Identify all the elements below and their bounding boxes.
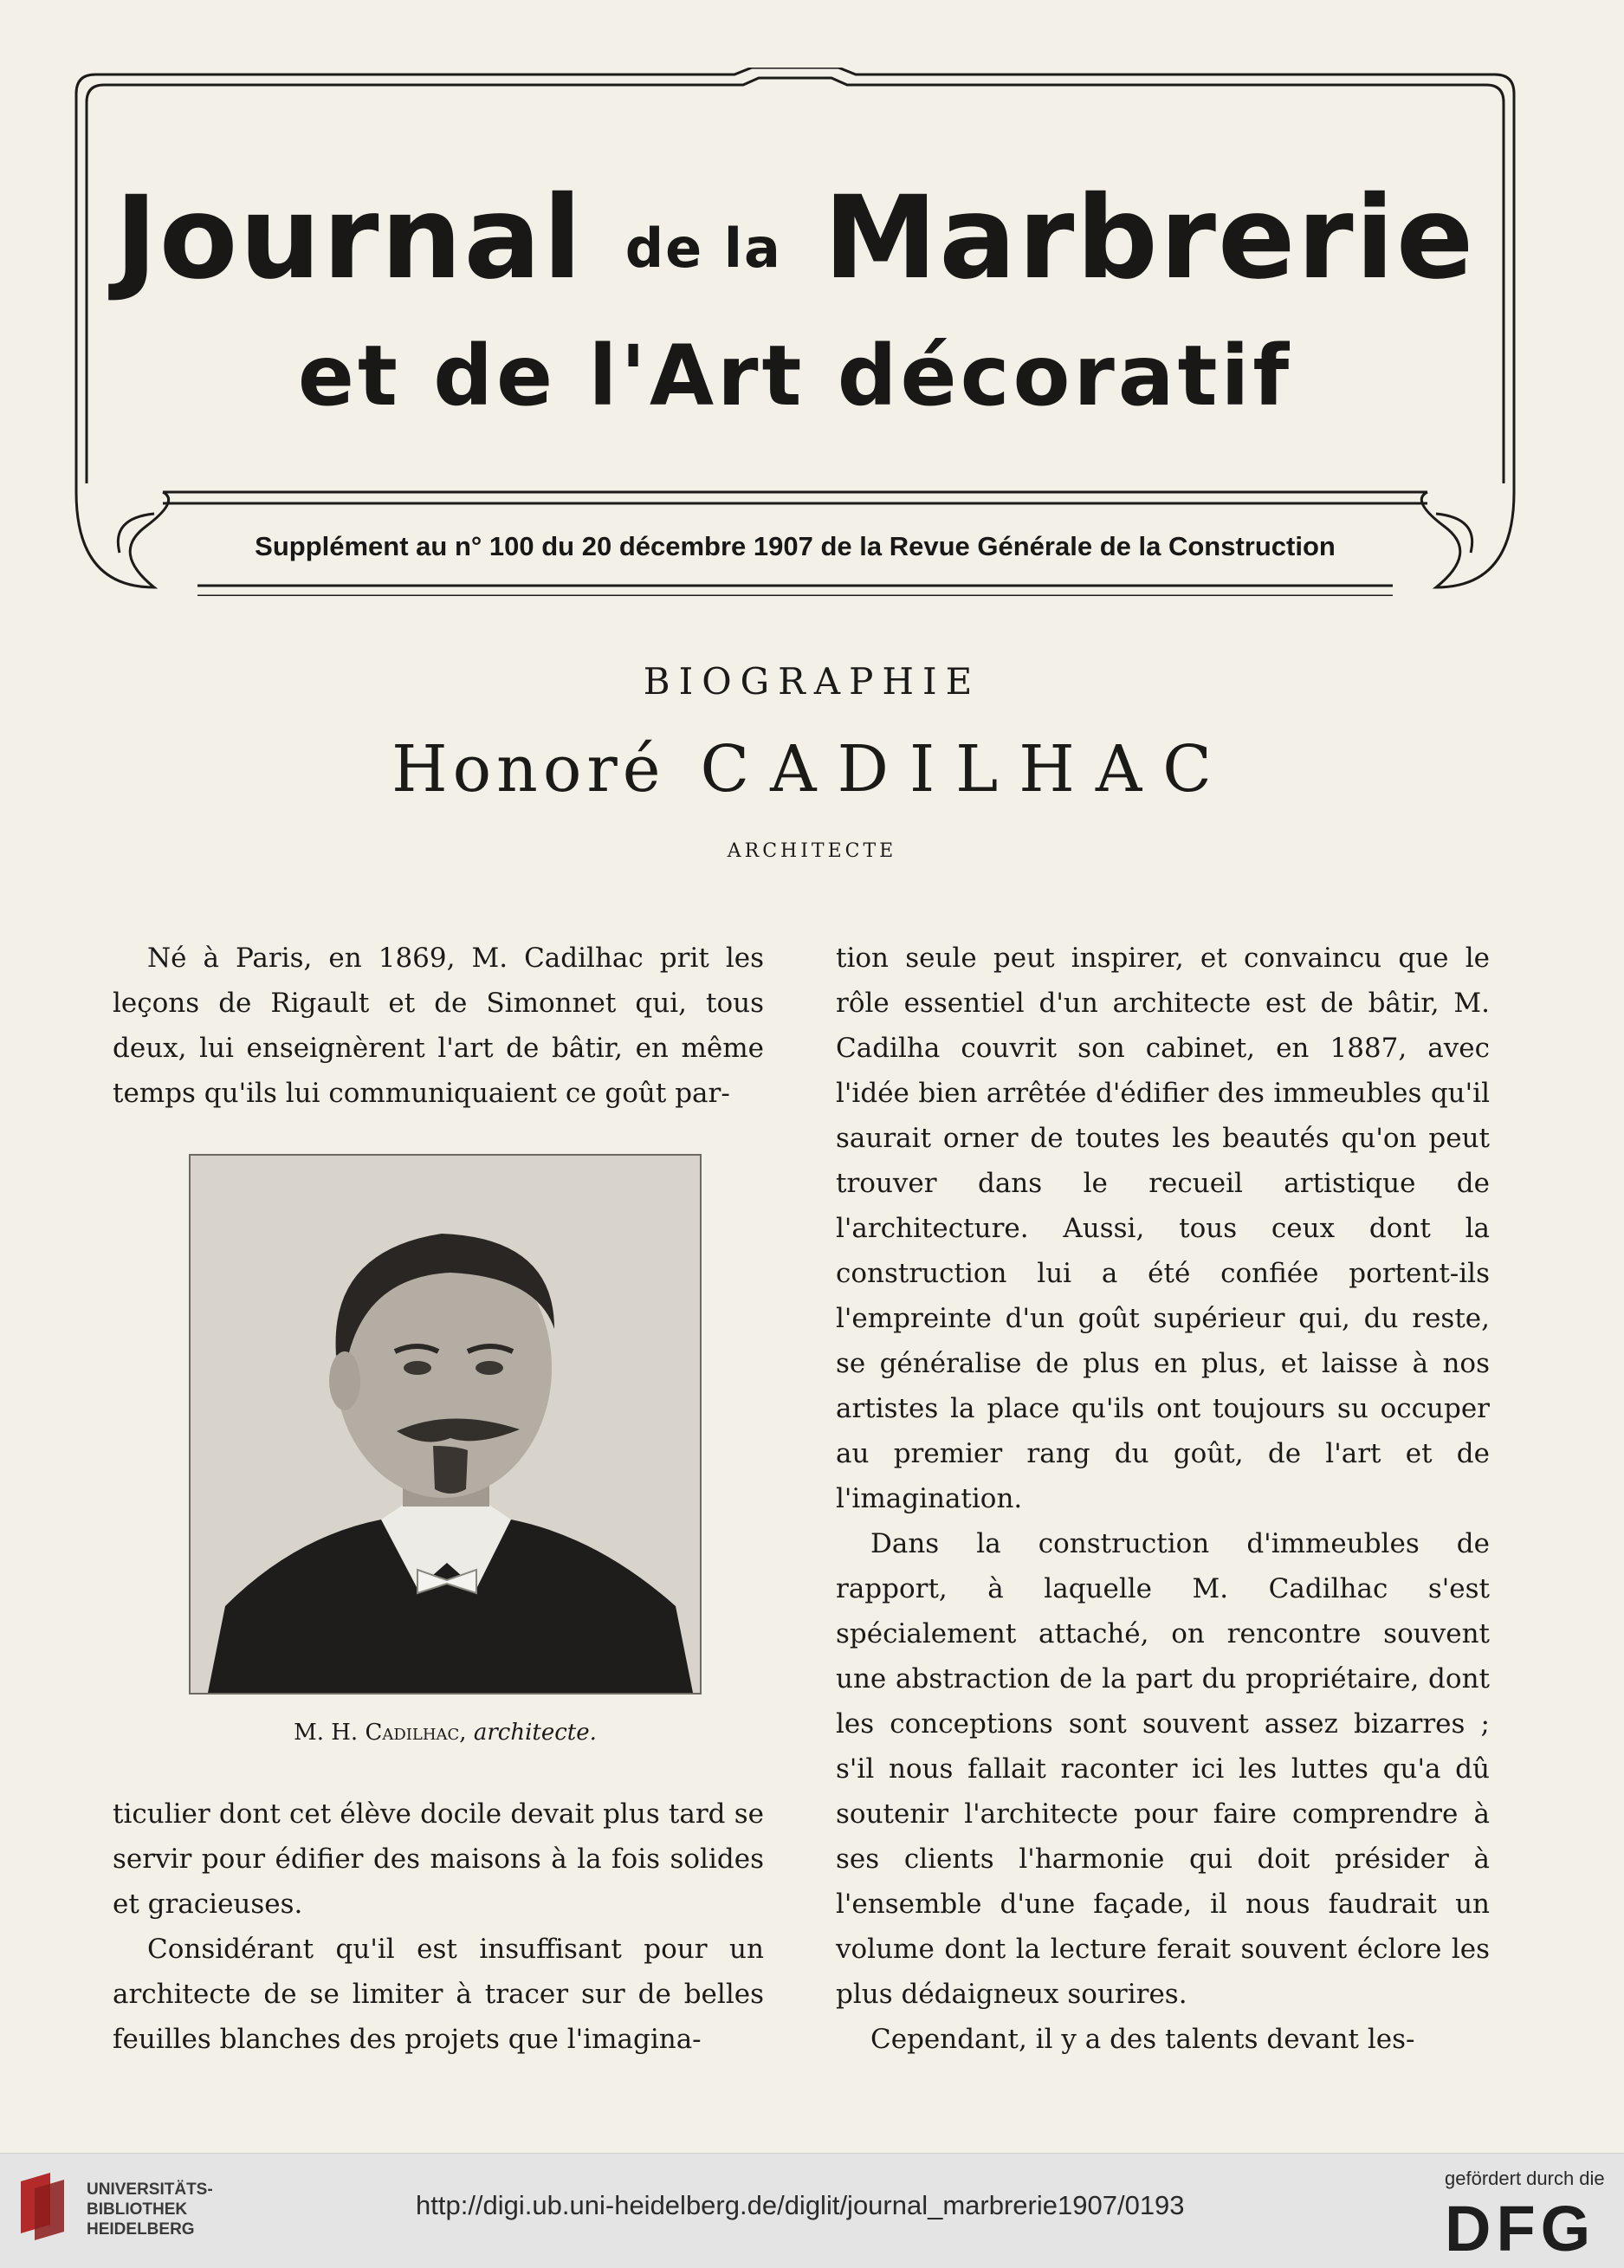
university-library-logo-icon (16, 2173, 68, 2242)
title-de-la: de la (624, 217, 782, 280)
title-marbrerie: Marbrerie (823, 172, 1476, 305)
paragraph: Cependant, il y a des talents devant les- (870, 2024, 1415, 2055)
left-column-bottom (113, 1792, 764, 2062)
first-name: Honoré (391, 732, 666, 807)
paragraph: Dans la construction d'immeubles de rapport, à laquelle M. Cadilhac s'est spécialement attaché, on rencontre souvent une abstraction de la part du propriétaire, dont les conceptions sont souvent assez bizarres ; s'il nous fallait raconter ici les luttes qu'a dû soutenir l'architecte pour faire comprendre à ses clients l'harmonie qui doit présider à l'ensemble d'une façade, il nous faudrait un volume dont la lecture ferait souvent éclore les plus dédaigneux sourires. (836, 1528, 1490, 2010)
paragraph: Considérant qu'il est insuffisant pour un architecte de se limiter à tracer sur de belles feuilles blanches des projets que l'imagina- (113, 1934, 764, 2055)
paragraph: Né à Paris, en 1869, M. Cadilhac prit les leçons de Rigault et de Simonnet qui, tous deux, lui enseignèrent l'art de bâtir, en même temps qu'ils lui communiquaient ce goût par- (113, 943, 764, 1109)
section-title: BIOGRAPHIE (643, 660, 981, 703)
paragraph: ticulier dont cet élève docile devait plus tard se servir pour édifier des maisons à la fois solides et gracieuses. (113, 1798, 764, 1920)
library-line: BIBLIOTHEK (87, 2200, 188, 2219)
photo-caption (189, 1720, 702, 1746)
portrait-photo (189, 1154, 702, 1695)
person-name (0, 732, 1624, 807)
journal-subtitle: et de l'Art décoratif (297, 327, 1293, 424)
footer-bar (0, 2153, 1624, 2268)
caption-role: architecte. (473, 1720, 597, 1746)
profession: ARCHITECTE (727, 840, 897, 862)
permalink-url[interactable]: http://digi.ub.uni-heidelberg.de/diglit/journal_marbrerie1907/0193 (416, 2190, 1185, 2220)
library-line: HEIDELBERG (87, 2220, 195, 2239)
journal-title (59, 172, 1531, 305)
supplement-line: Supplément au n° 100 du 20 décembre 1907 de la Revue Générale de la Construction (255, 531, 1336, 561)
library-name (87, 2180, 213, 2239)
surname: CADILHAC (700, 732, 1233, 807)
library-line: UNIVERSITÄTS- (87, 2181, 213, 2199)
caption-name: M. H. Cadilhac, (294, 1720, 467, 1746)
funded-by-label: gefördert durch die (1445, 2168, 1605, 2189)
title-journal: Journal (114, 172, 584, 305)
right-column (836, 936, 1490, 2062)
left-column-top (113, 936, 764, 1116)
masthead (59, 68, 1531, 596)
dfg-logo: DFG (1445, 2193, 1596, 2265)
paragraph: tion seule peut inspirer, et convaincu que le rôle essentiel d'un architecte est de bâtir, M. Cadilha couvrit son cabinet, en 1887, avec l'idée bien arrêtée d'édifier des immeubles qu'il saurait orner de toutes les beautés qu'on peut trouver dans le recueil artistique de l'architecture. Aussi, tous ceux dont la construction lui a été confiée portent-ils l'empreinte d'un goût supérieur qui, du reste, se généralise de plus en plus, et laisse à nos artistes la place qu'ils ont toujours su occuper au premier rang du goût, de l'art et de l'imagination. (836, 943, 1490, 1514)
portrait-image (191, 1156, 700, 1693)
